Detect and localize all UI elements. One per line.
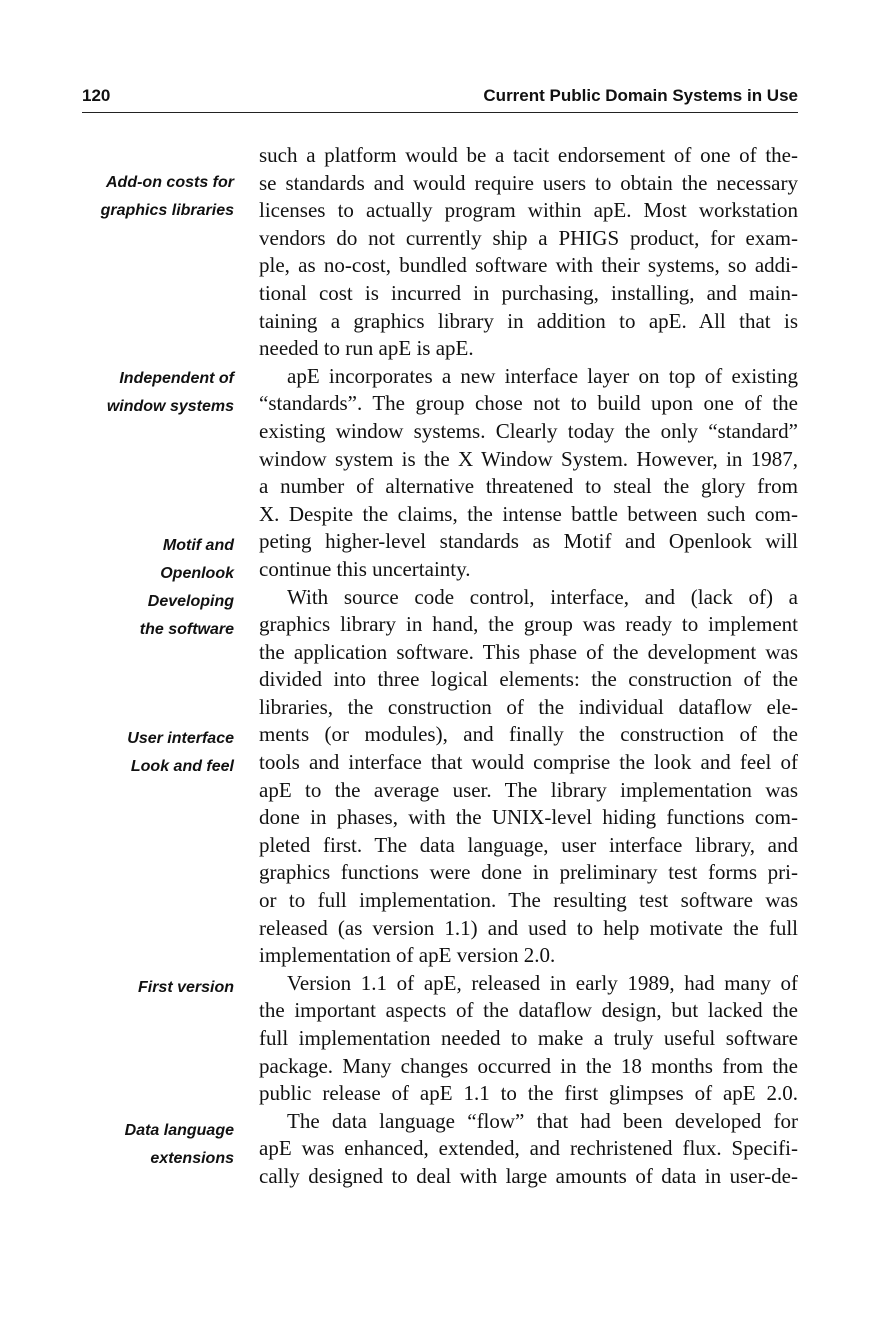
margin-note-motif-openlook [34,532,234,587]
body-line: such a platform would be a tacit endorsement of one of the- [259,143,798,167]
body-line: a number of alternative threatened to steal the glory from [259,474,798,499]
body-line: needed to run apE is apE. [259,336,474,361]
page-number: 120 [82,86,111,105]
body-line: the important aspects of the dataflow design, but lacked the [259,998,798,1023]
margin-note-line: Openlook [160,564,234,582]
margin-note-line: First version [137,979,234,996]
margin-note-line: the software [139,620,234,638]
running-head: Current Public Domain Systems in Use [483,86,798,105]
body-line: or to full implementation. The resulting test software was [259,888,798,913]
margin-note-line: window systems [106,397,234,415]
body-line: licenses to actually program within apE. Most workstation [259,198,798,223]
body-line: divided into three logical elements: the construction of the [259,667,798,692]
body-line: window system is the X Window System. However, in 1987, [259,446,798,471]
body-line: done in phases, with the UNIX-level hiding functions com- [259,805,798,830]
margin-note-data-language-extensions [34,1117,234,1172]
body-text [259,142,798,1191]
body-line: “standards”. The group chose not to build upon one of the [259,391,798,416]
body-line: existing window systems. Clearly today the only “standard” [259,418,798,443]
body-line: cally designed to deal with large amounts of data in user-de- [259,1163,798,1188]
body-line: vendors do not currently ship a PHIGS product, for exam- [259,225,798,250]
margin-note-developing-software [34,588,234,643]
body-line: Version 1.1 of apE, released in early 1989, had many of [287,970,798,995]
margin-note-independent-window-systems [34,365,234,420]
body-line: released (as version 1.1) and used to help motivate the full [259,915,798,940]
margin-note-line: Developing [147,593,234,610]
margin-note-line: Look and feel [130,758,234,775]
body-line: the application software. This phase of the development was [259,639,798,664]
margin-note-line: graphics libraries [100,201,234,219]
margin-note-line: User interface [127,730,234,747]
body-line: package. Many changes occurred in the 18 months from the [259,1053,798,1078]
margin-note-line: Data language [124,1122,234,1139]
body-line: tional cost is incurred in purchasing, installing, and main- [259,280,798,305]
margin-note-line: Motif and [162,537,234,554]
margin-note-line: extensions [150,1149,234,1167]
page-header [82,86,798,113]
body-line: tools and interface that would comprise the look and feel of [259,750,798,775]
body-line: pleted first. The data language, user interface library, and [259,832,798,857]
body-line: apE incorporates a new interface layer on top of existing [287,363,798,388]
body-line: apE was enhanced, extended, and rechristened flux. Specifi- [259,1136,798,1161]
body-line: libraries, the construction of the individual dataflow ele- [259,694,798,719]
body-line: ments (or modules), and finally the construction of the [259,722,798,747]
margin-note-user-interface [34,725,234,753]
body-line: graphics functions were done in preliminary test forms pri- [259,860,798,885]
body-line: public release of apE 1.1 to the first glimpses of apE 2.0. [259,1081,798,1106]
body-line: ple, as no-cost, bundled software with their systems, so addi- [259,253,798,278]
body-line: peting higher-level standards as Motif and Openlook will [259,529,798,554]
margin-note-line: Independent of [119,370,234,387]
body-line: X. Despite the claims, the intense battle between such com- [259,501,798,526]
margin-note-look-and-feel [34,753,234,781]
margin-note-add-on-costs [34,169,234,224]
margin-note-line: Add-on costs for [106,174,234,191]
margin-note-first-version [34,974,234,1002]
body-line: With source code control, interface, and (lack of) a [287,584,798,609]
body-line: se standards and would require users to obtain the necessary [259,170,798,195]
body-line: continue this uncertainty. [259,556,471,581]
body-line: graphics library in hand, the group was ready to implement [259,612,798,637]
body-line: The data language “flow” that had been developed for [287,1108,798,1133]
body-line: full implementation needed to make a truly useful software [259,1026,798,1050]
body-line: taining a graphics library in addition to apE. All that is [259,308,798,333]
body-line: apE to the average user. The library implementation was [259,777,798,802]
body-line: implementation of apE version 2.0. [259,943,556,968]
